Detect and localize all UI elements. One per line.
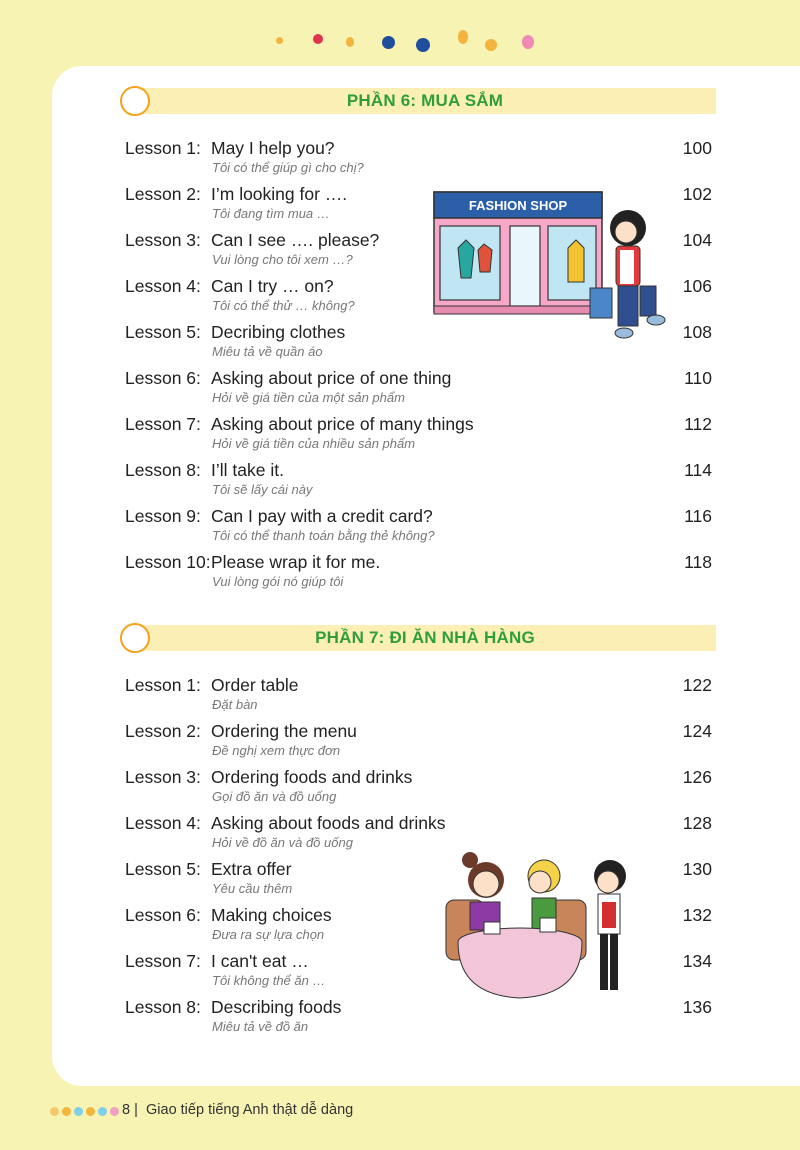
decor-dot [485, 39, 497, 51]
lesson-row [125, 368, 715, 412]
lesson-subtitle: Vui lòng cho tôi xem …? [212, 252, 353, 267]
lesson-label: Lesson 4: [125, 813, 201, 833]
footer [50, 1100, 750, 1124]
lesson-subtitle: Miêu tả về quần áo [212, 344, 323, 359]
section-header-7 [120, 623, 716, 653]
lesson-title: Asking about price of many things [211, 414, 474, 434]
lesson-page-number: 126 [682, 767, 712, 787]
lesson-title: Can I see …. please? [211, 230, 380, 250]
lesson-row [125, 721, 715, 765]
lesson-page-number: 134 [682, 951, 712, 971]
lesson-title: Decribing clothes [211, 322, 346, 342]
lesson-title: Asking about foods and drinks [211, 813, 446, 833]
section-header-6 [120, 86, 716, 116]
fashion-shop-illustration [430, 188, 670, 343]
lesson-label: Lesson 2: [125, 721, 201, 741]
lesson-subtitle: Tôi sẽ lấy cái này [212, 482, 313, 497]
lesson-subtitle: Vui lòng gói nó giúp tôi [212, 574, 344, 589]
decor-dot [458, 30, 468, 44]
lesson-title: May I help you? [211, 138, 335, 158]
lesson-subtitle: Tôi có thể thanh toán bằng thẻ không? [212, 528, 435, 543]
lesson-label: Lesson 1: [125, 138, 201, 158]
section-title: PHẦN 6: MUA SẮM [346, 91, 504, 110]
lesson-row [125, 138, 715, 182]
lesson-title: Ordering foods and drinks [211, 767, 413, 787]
lesson-subtitle: Đưa ra sự lựa chọn [212, 927, 325, 942]
page-number: 8 | [122, 1102, 138, 1118]
lesson-page-number: 102 [682, 184, 712, 204]
lesson-page-number: 112 [684, 414, 712, 434]
lesson-title: Ordering the menu [211, 721, 357, 741]
lesson-page-number: 104 [682, 230, 712, 250]
lesson-page-number: 130 [682, 859, 712, 879]
lesson-subtitle: Tôi có thể thử … không? [212, 298, 355, 313]
lesson-label: Lesson 3: [125, 767, 201, 787]
lesson-subtitle: Hỏi về giá tiền của nhiều sản phẩm [212, 436, 416, 451]
lesson-row [125, 414, 715, 458]
lesson-label: Lesson 7: [125, 414, 201, 434]
lesson-subtitle: Yêu cầu thêm [212, 881, 293, 896]
lesson-label: Lesson 10: [125, 552, 211, 572]
lesson-subtitle: Tôi có thể giúp gì cho chị? [212, 160, 364, 175]
lesson-page-number: 100 [682, 138, 712, 158]
lesson-page-number: 116 [684, 506, 712, 526]
footer-dot [98, 1107, 107, 1116]
lesson-label: Lesson 4: [125, 276, 201, 296]
lesson-label: Lesson 5: [125, 859, 201, 879]
lesson-label: Lesson 7: [125, 951, 201, 971]
lesson-page-number: 108 [682, 322, 712, 342]
lesson-row [125, 675, 715, 719]
decor-dot [416, 38, 430, 52]
section-title: PHẦN 7: ĐI ĂN NHÀ HÀNG [315, 628, 535, 647]
footer-dot [110, 1107, 119, 1116]
lesson-title: Can I pay with a credit card? [211, 506, 433, 526]
restaurant-illustration [440, 850, 640, 1010]
shop-sign: FASHION SHOP [468, 198, 568, 213]
lesson-title: Please wrap it for me. [211, 552, 381, 572]
lesson-label: Lesson 3: [125, 230, 201, 250]
lesson-subtitle: Tôi đang tìm mua … [212, 206, 330, 221]
lesson-title: I can't eat … [211, 951, 309, 971]
lesson-label: Lesson 1: [125, 675, 201, 695]
lesson-label: Lesson 2: [125, 184, 201, 204]
lesson-page-number: 110 [684, 368, 712, 388]
lesson-title: Making choices [211, 905, 332, 925]
book-title: Giao tiếp tiếng Anh thật dễ dàng [146, 1102, 354, 1118]
decor-dot [276, 37, 283, 44]
lesson-page-number: 122 [682, 675, 712, 695]
lesson-title: Extra offer [211, 859, 292, 879]
lesson-title: Order table [211, 675, 299, 695]
lesson-page-number: 132 [682, 905, 712, 925]
lesson-subtitle: Hỏi về đồ ăn và đồ uống [212, 835, 353, 850]
lesson-page-number: 118 [684, 552, 712, 572]
lesson-row [125, 460, 715, 504]
lesson-row [125, 506, 715, 550]
lesson-title: I’ll take it. [211, 460, 284, 480]
decor-dot [346, 37, 354, 47]
lesson-subtitle: Hỏi về giá tiền của một sản phẩm [212, 390, 405, 405]
lesson-label: Lesson 5: [125, 322, 201, 342]
lesson-subtitle: Đề nghị xem thực đơn [212, 743, 341, 758]
lesson-title: Describing foods [211, 997, 342, 1017]
footer-dot [50, 1107, 59, 1116]
lesson-label: Lesson 9: [125, 506, 201, 526]
lesson-title: I’m looking for …. [211, 184, 348, 204]
lesson-subtitle: Miêu tả về đồ ăn [212, 1019, 309, 1034]
decor-dot [522, 35, 534, 49]
decor-dot [313, 34, 323, 44]
lesson-label: Lesson 6: [125, 905, 201, 925]
decor-dot [382, 36, 395, 49]
lesson-subtitle: Đặt bàn [212, 697, 258, 712]
footer-dot [62, 1107, 71, 1116]
footer-dot [74, 1107, 83, 1116]
lesson-subtitle: Gọi đồ ăn và đồ uống [212, 789, 337, 804]
lesson-row [125, 767, 715, 811]
lesson-page-number: 128 [682, 813, 712, 833]
lesson-title: Asking about price of one thing [211, 368, 452, 388]
lesson-page-number: 114 [684, 460, 712, 480]
lesson-page-number: 136 [682, 997, 712, 1017]
lesson-page-number: 124 [682, 721, 712, 741]
lesson-title: Can I try … on? [211, 276, 334, 296]
lesson-label: Lesson 8: [125, 997, 201, 1017]
lesson-label: Lesson 8: [125, 460, 201, 480]
lesson-subtitle: Tôi không thể ăn … [212, 973, 326, 988]
top-decorative-dots [0, 0, 800, 60]
lesson-page-number: 106 [682, 276, 712, 296]
lesson-row [125, 552, 715, 596]
footer-dot [86, 1107, 95, 1116]
lesson-label: Lesson 6: [125, 368, 201, 388]
